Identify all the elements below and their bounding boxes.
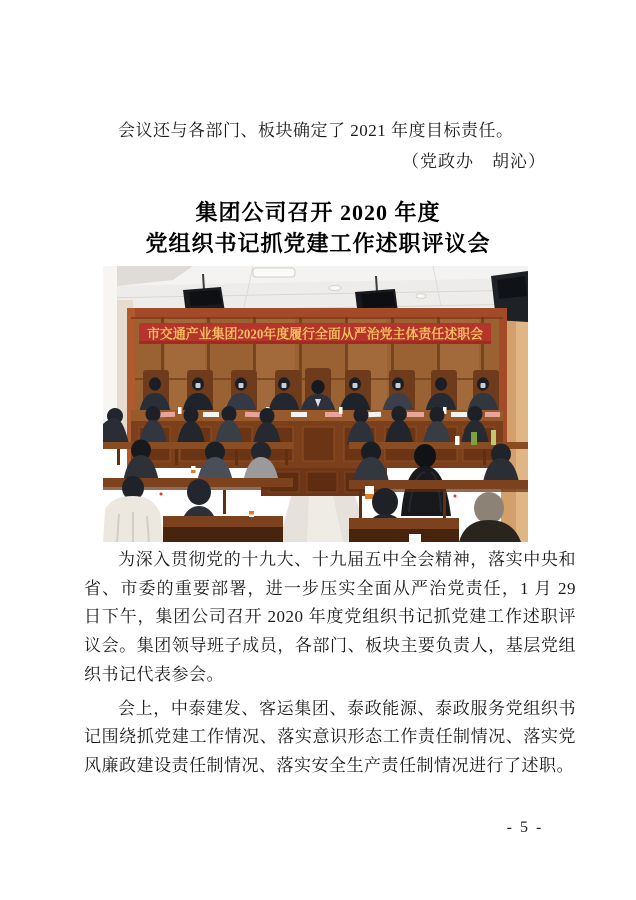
body-paragraph-2: 会上，中泰建发、客运集团、泰政能源、泰政服务党组织书记围绕抓党建工作情况、落实意识形态工作责任制情况、落实党风廉政建设责任制情况、落实安全生产责任制情况进行了述职。	[84, 698, 576, 775]
wall-frame	[127, 308, 507, 317]
ceiling-light	[253, 268, 295, 277]
meeting-banner-text: 市交通产业集团2020年度履行全面从严治党主体责任述职会	[147, 326, 498, 342]
article-title-line1: 集团公司召开 2020 年度	[195, 200, 441, 225]
body-paragraph-1: 为深入贯彻党的十九大、十九届五中全会精神，落实中央和省、市委的重要部署，进一步压实全面从严治党责任，1 月 29 日下午，集团公司召开 2020 年度党组织书记抓党建工作述职评议会。集团领导班子成员，各部门、板块主要负责人，基层党组织书记代表参会。	[84, 550, 576, 684]
article-title	[0, 197, 636, 259]
meeting-photo	[103, 266, 528, 542]
chair-led	[160, 493, 163, 496]
closing-paragraph-previous-article: 会议还与各部门、板块确定了 2021 年度目标责任。	[118, 121, 514, 140]
meeting-photo-canvas	[103, 266, 528, 542]
article-body	[84, 546, 576, 781]
page-number: - 5 -	[506, 819, 544, 836]
green-cup	[471, 432, 477, 445]
article-title-line2: 党组织书记抓党建工作述职评议会	[145, 231, 491, 256]
author-attribution: （党政办 胡沁）	[402, 152, 546, 171]
